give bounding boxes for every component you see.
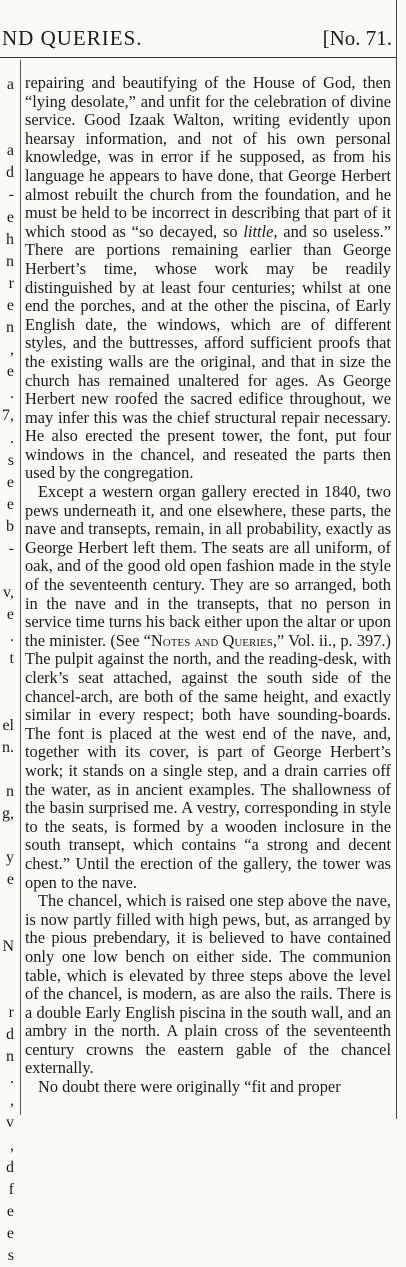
margin-fragment: - [8, 539, 14, 557]
margin-fragment: f [8, 1180, 14, 1198]
margin-fragment: , [10, 341, 14, 359]
margin-fragment: , [10, 1092, 14, 1110]
margin-fragment [0, 914, 14, 936]
margin-fragment: e [6, 208, 14, 226]
margin-fragment: e [6, 1224, 14, 1242]
text-run: repairing and beautifying of the House of God, then “lying desolate,” and unfit for the celebration of divine service. Good Izaak Walton, writing evidently upon hearsay information, and not of his own personal knowledge, was in error if he supposed, as from his language he appears to have done, that George Herbert almost rebuilt the church from the foundation, and he must be held to be incorrect in describing that part of it which stood as “so decayed, so [25, 73, 391, 241]
margin-fragment [0, 825, 14, 847]
margin-fragment: n [6, 783, 14, 800]
text-run: No doubt there were originally “fit and proper [38, 1077, 341, 1097]
margin-fragment: v [6, 1114, 14, 1132]
margin-fragment: n. [2, 738, 14, 756]
text-run: ,” Vol. ii., p. 397.) The pulpit against the north, and the reading-desk, with clerk’s seat attached, against the south side of the chancel-arch, are both of the same height, and exactly similar in every respect; both have sounding-boards. The font is placed at the west end of the nave, and, together with its cover, is part of George Herbert’s work; it stands on a single step, and a drain carries off the water, as in ancient examples. The shallowness of the basin surprised me. A vestry, corresponding in style to the seats, is formed by a wooden inclosure in the south transept, which contains “a strong and decent chest.” Until the erection of the gallery, the tower was open to the nave. [25, 630, 391, 892]
margin-fragment [0, 671, 14, 693]
margin-fragment: e [6, 871, 14, 889]
text-run: The chancel, which is raised one step above the nave, is now partly filled with high pews, but, as arranged by the pious prebendary, it is believed to have contained only one low bench on either side. The communion table, which is elevated by three steps above the level of the chancel, is modern, as are also the rails. There is a double Early English piscina in the south wall, and an ambry in the north. A plain cross of the seventeenth century crowns the eastern gable of the chancel externally. [25, 891, 391, 1078]
text-run: , and so useless.” There are portions remaining earlier than George Herbert’s time, whose work may be readily distinguished by at least four centuries; whilst at one end the porches, and at the other the piscina, of Early English date, the windows, which are of different styles, and the buttresses, afford sufficient proofs that the existing walls are the original, and that in size the church has remained unaltered for ages. As George Herbert new roofed the sacred edifice throughout, we may infer this was the chief structural repair necessary. He also erected the present tower, the font, put four windows in the chancel, and reseated the parts then used by the congregation. [25, 221, 391, 483]
running-head: ND QUERIES. [2, 26, 143, 50]
margin-fragment: - [8, 186, 14, 204]
margin-fragment: , [10, 1136, 14, 1154]
journal-title: Notes and Queries [150, 630, 273, 650]
margin-fragment: a [6, 142, 14, 160]
margin-fragment: e [6, 495, 14, 513]
margin-fragment [0, 958, 14, 980]
margin-fragment [0, 980, 14, 1002]
margin-fragment: e [6, 606, 14, 624]
paragraph [25, 74, 391, 483]
italic-text: little [243, 221, 274, 241]
margin-fragment: . [10, 429, 14, 447]
margin-fragment: e [6, 296, 14, 314]
margin-fragment: a [6, 76, 14, 93]
margin-fragment: . [10, 628, 14, 646]
left-column-fragment [0, 74, 14, 1264]
header-rule [0, 57, 396, 58]
margin-fragment: 7, [2, 407, 14, 425]
column-divider [20, 60, 21, 1115]
margin-fragment: h [6, 230, 14, 248]
margin-fragment: s [7, 451, 14, 469]
margin-fragment: r [8, 1003, 14, 1021]
page-header [0, 0, 406, 56]
margin-fragment: e [6, 363, 14, 381]
margin-fragment [0, 693, 14, 715]
page-right-edge [396, 0, 397, 1119]
margin-fragment: y [6, 849, 14, 867]
margin-fragment: n [6, 319, 14, 337]
margin-fragment: n [6, 1048, 14, 1066]
margin-fragment: el [2, 716, 14, 734]
article-column [25, 74, 391, 1097]
margin-fragment: b [6, 517, 14, 535]
margin-fragment: e [6, 473, 14, 491]
margin-fragment: . [10, 1070, 14, 1088]
margin-fragment: . [10, 385, 14, 403]
issue-number: [No. 71. [322, 26, 392, 50]
margin-fragment: d [6, 164, 14, 182]
margin-fragment [0, 96, 14, 118]
margin-fragment [0, 759, 14, 781]
margin-fragment [0, 118, 14, 140]
margin-fragment [0, 560, 14, 582]
margin-fragment: d [6, 1026, 14, 1044]
paragraph [25, 892, 391, 1078]
margin-fragment: N [2, 937, 14, 955]
text-run: Except a western organ gallery erected in 1840, two pews underneath it, and one elsewhere, these parts, the nave and transepts, remain, in all probability, exactly as George Herbert left them. The seats are all uniform, of oak, and of the good old open fashion made in the style of the seventeenth century. They are so arranged, both in the nave and in the transepts, that no person in service time turns his back either upon the altar or upon the minister. (See “ [25, 482, 391, 650]
margin-fragment: e [6, 1202, 14, 1220]
paragraph [25, 483, 391, 892]
margin-fragment [0, 891, 14, 913]
margin-fragment: n [6, 252, 14, 270]
margin-fragment: s [7, 1246, 14, 1264]
paragraph [25, 1078, 391, 1097]
margin-fragment: r [8, 274, 14, 292]
margin-fragment: t [9, 650, 14, 668]
margin-fragment: g, [2, 805, 14, 823]
margin-fragment: d [6, 1158, 14, 1176]
margin-fragment: v, [3, 584, 14, 602]
